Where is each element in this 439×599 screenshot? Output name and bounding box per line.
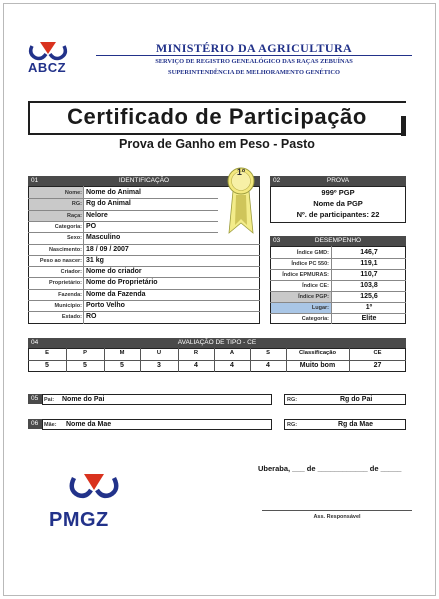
- mae-name: Nome da Mae: [66, 421, 112, 428]
- org-ministry: MINISTÉRIO DA AGRICULTURA: [155, 41, 353, 55]
- avaliacao-header-cell: CE: [373, 350, 382, 356]
- avaliacao-value-cell: 5: [120, 362, 124, 369]
- mae-rg-label: RG:: [287, 422, 298, 428]
- ident-label: Nome:: [64, 190, 82, 196]
- pai-section-number-box: [28, 394, 42, 404]
- date-line: Uberaba, ___ de ____________ de _____: [258, 464, 402, 473]
- avaliacao-header: [28, 338, 406, 348]
- pmgz-logo-text: PMGZ: [49, 509, 109, 531]
- ident-label: Município:: [54, 303, 82, 309]
- desempenho-row-divider: [270, 258, 406, 259]
- avaliacao-value-cell: 5: [45, 362, 49, 369]
- ident-value: Nome do Proprietário: [86, 279, 158, 287]
- ident-label: Raça:: [67, 212, 82, 219]
- ident-value: Porto Velho: [86, 302, 125, 309]
- desempenho-label: Índice PC 550:: [291, 261, 329, 267]
- desempenho-row-divider: [270, 313, 406, 314]
- ident-label: Fazenda:: [58, 291, 82, 298]
- desempenho-row-divider: [270, 291, 406, 292]
- desempenho-value: 119,1: [360, 260, 378, 267]
- mae-section-number-box: [28, 419, 42, 429]
- desempenho-label: Índice EPMURAS:: [282, 272, 329, 278]
- avaliacao-header-cell: S: [266, 350, 270, 356]
- section-number: 02: [273, 177, 281, 184]
- section-number: 01: [31, 177, 39, 184]
- desempenho-header: [270, 236, 406, 246]
- desempenho-row-divider: [270, 269, 406, 270]
- section-number: 04: [31, 339, 39, 346]
- desempenho-row-divider: [270, 302, 406, 303]
- ident-label: Nascimento:: [48, 246, 82, 253]
- signature-label: Ass. Responsável: [313, 514, 361, 520]
- avaliacao-header-cell: M: [119, 350, 125, 356]
- mae-rg-value: Rg da Mae: [338, 421, 374, 428]
- org-superintendence: SUPERINTENDÊNCIA DE MELHORAMENTO GENÉTICO: [168, 69, 340, 76]
- prova-number: 999º PGP: [321, 188, 355, 197]
- ident-value: 31 kg: [86, 256, 104, 264]
- avaliacao-header-cell: Classificação: [298, 350, 337, 356]
- ident-row-divider: [28, 221, 218, 222]
- desempenho-value: Elite: [361, 315, 377, 322]
- desempenho-value: 110,7: [360, 271, 378, 278]
- avaliacao-value-cell: 27: [373, 362, 382, 369]
- ident-label: Peso ao nascer:: [39, 257, 82, 264]
- desempenho-column-divider: [331, 246, 332, 324]
- desempenho-label: Lugar:: [311, 305, 329, 311]
- pai-rg-label: RG:: [287, 397, 298, 403]
- org-service: SERVIÇO DE REGISTRO GENEALÓGICO DAS RAÇAS ZEBUÍNAS: [155, 58, 353, 65]
- pai-name: Nome do Pai: [62, 396, 105, 403]
- pai-rg-value: Rg do Pai: [340, 396, 373, 403]
- desempenho-label: Índice GMD:: [296, 250, 329, 256]
- certificate-title: Certificado de Participação: [67, 104, 367, 129]
- section-title: PROVA: [326, 177, 350, 184]
- ident-label: RG:: [71, 201, 82, 208]
- ident-row-divider: [28, 311, 260, 312]
- avaliacao-value-cell: 4: [266, 362, 270, 369]
- ident-value: RO: [86, 313, 97, 321]
- ident-value: Nelore: [86, 211, 108, 219]
- avaliacao-header-cell: P: [83, 350, 87, 356]
- header-rule: [96, 55, 412, 56]
- desempenho-value: 146,7: [360, 249, 378, 256]
- ident-column-divider: [83, 186, 84, 324]
- avaliacao-value-cell: Muito bom: [299, 362, 336, 369]
- prova-header: [270, 176, 406, 186]
- pmgz-logo-icon: [64, 470, 124, 510]
- desempenho-value: 125,6: [360, 293, 378, 300]
- avaliacao-value-cell: 4: [194, 362, 198, 369]
- ident-row-divider: [28, 244, 260, 245]
- ident-row-divider: [28, 198, 218, 199]
- section-title: IDENTIFICAÇÃO: [118, 177, 170, 184]
- section-number: 05: [31, 395, 39, 402]
- medal-place: 1º: [236, 167, 246, 177]
- avaliacao-header-cell: R: [193, 350, 199, 356]
- ident-value: Nome do Animal: [86, 189, 141, 196]
- section-number: 03: [273, 237, 281, 244]
- avaliacao-value-cell: 5: [83, 362, 87, 369]
- desempenho-label: Índice CE:: [302, 283, 329, 289]
- desempenho-value: 1º: [365, 304, 373, 311]
- desempenho-label: Categoria:: [301, 316, 329, 322]
- pai-label: Pai:: [44, 397, 55, 403]
- ident-label: Criador:: [60, 269, 82, 276]
- section-number: 06: [31, 420, 39, 427]
- ident-label: Sexo:: [67, 235, 82, 242]
- ident-value: Rg do Animal: [86, 200, 131, 208]
- ident-row-divider: [28, 255, 260, 256]
- ident-value: Nome da Fazenda: [86, 290, 146, 298]
- section-title: DESEMPENHO: [314, 237, 362, 244]
- ident-label: Estado:: [61, 314, 82, 321]
- avaliacao-header-cell: U: [156, 350, 162, 356]
- ident-row-divider: [28, 266, 260, 267]
- avaliacao-header-cell: A: [229, 350, 235, 356]
- abcz-logo-text: ABCZ: [28, 60, 67, 75]
- prova-participants: Nº. de participantes: 22: [296, 210, 380, 219]
- mae-label: Mãe:: [44, 422, 57, 428]
- desempenho-value: 103,8: [360, 282, 378, 289]
- ident-row-divider: [28, 277, 260, 278]
- ident-value: Nome do criador: [86, 268, 142, 276]
- section-title: AVALIAÇÃO DE TIPO - CE: [177, 339, 257, 346]
- certificate-subtitle: Prova de Ganho em Peso - Pasto: [119, 137, 315, 151]
- ident-row-divider: [28, 210, 218, 211]
- ident-value: PO: [86, 222, 97, 230]
- ident-row-divider: [28, 300, 260, 301]
- desempenho-label: Índice PGP:: [298, 294, 329, 300]
- ident-label: Categoria:: [54, 223, 82, 230]
- ident-row-divider: [28, 289, 260, 290]
- ident-row-divider: [28, 232, 218, 233]
- ident-value: 18 / 09 / 2007: [86, 245, 129, 253]
- avaliacao-header-cell: E: [45, 350, 49, 356]
- prova-name: Nome da PGP: [313, 199, 363, 208]
- desempenho-row-divider: [270, 280, 406, 281]
- avaliacao-value-cell: 4: [230, 362, 234, 369]
- avaliacao-value-cell: 3: [157, 362, 161, 369]
- ident-label: Proprietário:: [48, 280, 82, 287]
- ident-value: Masculino: [86, 234, 121, 242]
- signature-line: [262, 510, 412, 511]
